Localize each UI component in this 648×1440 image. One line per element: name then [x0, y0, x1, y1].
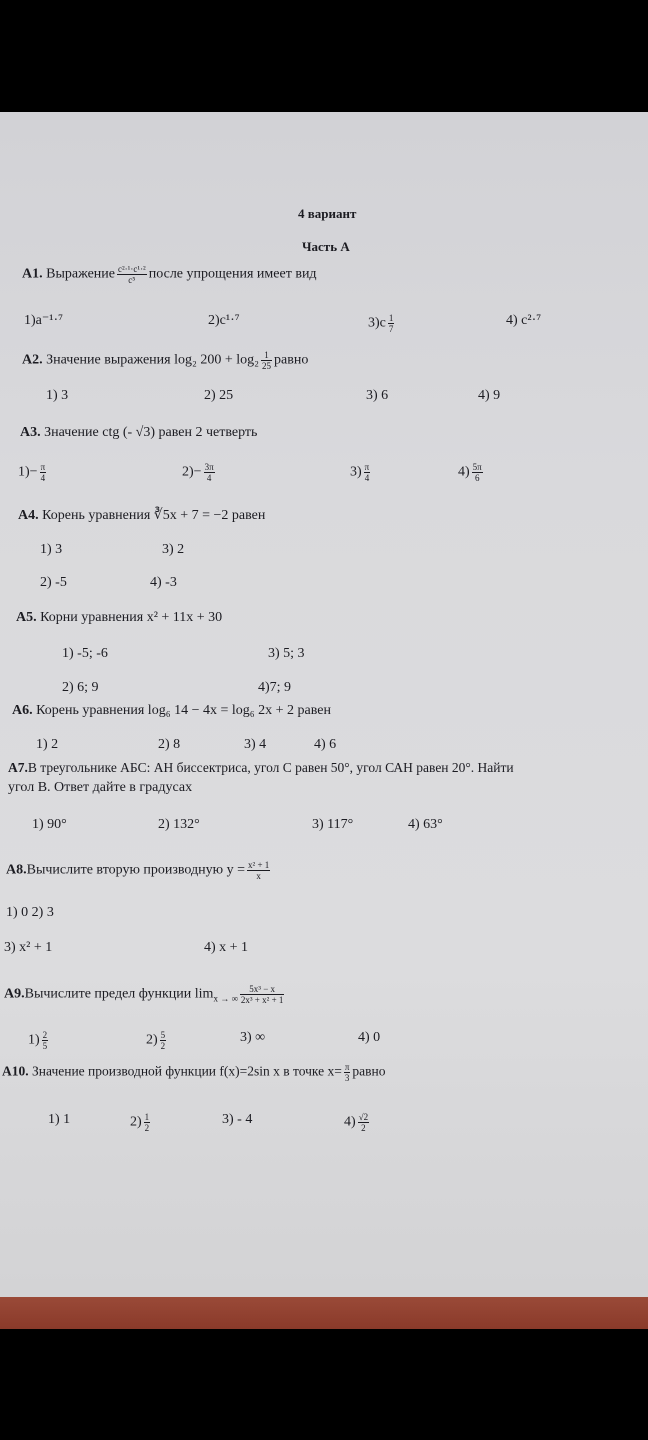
- a6-option-3: 3) 4: [244, 737, 267, 752]
- a2-option-3: 3) 6: [366, 388, 389, 403]
- a8-option-4: 4) x + 1: [204, 940, 249, 955]
- paper-sheet: [0, 112, 648, 1327]
- question-a8: А8.Вычислите вторую производную y = $\frac{\text{x² + 1}}{x}$: [6, 860, 270, 881]
- a7-option-4: 4) 63°: [408, 817, 443, 832]
- a7-option-3: 3) 117°: [312, 817, 354, 832]
- a8-option-3: 3) x² + 1: [4, 940, 53, 955]
- a7-option-1: 1) 90°: [32, 817, 67, 832]
- variant-title: 4 вариант: [298, 206, 357, 221]
- question-a5: А5. Корни уравнения x² + 11x + 30: [16, 610, 223, 625]
- a1-option-3: 3)c $\frac{1}{7}$: [368, 313, 394, 334]
- a5-option-1: 1) -5; -6: [62, 646, 108, 661]
- a4-option-3: 3) 2: [162, 542, 185, 557]
- a4-option-1: 1) 3: [40, 542, 63, 557]
- part-title: Часть А: [302, 239, 350, 254]
- a6-option-2: 2) 8: [158, 737, 181, 752]
- question-a4: А4. Корень уравнения ∛5x + 7 = −2 равен: [18, 508, 266, 523]
- question-a1: А1. Выражение $\frac{\text{c²·¹·c¹·²}}{\text{c⁵}}$ после упрощения имеет вид: [22, 264, 317, 285]
- question-a3: А3. Значение ctg (- √3) равен 2 четверть: [20, 425, 258, 440]
- question-a6: А6. Корень уравнения log₆ 14 − 4x = log₆ 2x + 2 равен: [12, 703, 331, 718]
- a2-option-1: 1) 3: [46, 388, 69, 403]
- a10-option-2: 2) $\frac{1}{2}$: [130, 1112, 150, 1133]
- a5-option-2: 2) 6; 9: [62, 680, 99, 695]
- a3-option-4: 4) $\frac{5\pi}{6}$: [458, 462, 482, 483]
- a3-option-1: 1)− $\frac{\pi}{4}$: [18, 462, 46, 483]
- a9-option-4: 4) 0: [358, 1030, 381, 1045]
- question-a10: А10. Значение производной функции f(x)=2sin x в точке x= $\frac{\pi}{3}$ равно: [2, 1062, 386, 1083]
- a5-option-3: 3) 5; 3: [268, 646, 305, 661]
- a9-option-3: 3) ∞: [240, 1030, 266, 1045]
- table-surface: [0, 1297, 648, 1329]
- a3-option-2: 2)− $\frac{3\pi}{4}$: [182, 462, 214, 483]
- a2-option-2: 2) 25: [204, 388, 234, 403]
- a6-option-4: 4) 6: [314, 737, 337, 752]
- a3-option-3: 3) $\frac{\pi}{4}$: [350, 462, 370, 483]
- a2-option-4: 4) 9: [478, 388, 501, 403]
- a6-option-1: 1) 2: [36, 737, 59, 752]
- a5-option-4: 4)7; 9: [258, 680, 292, 695]
- question-a7: А7.В треугольнике АБС: АН биссектриса, угол С равен 50°, угол САН равен 20°. Найти: [8, 760, 514, 775]
- a7-option-2: 2) 132°: [158, 817, 200, 832]
- a9-option-1: 1) $\frac{2}{5}$: [28, 1030, 48, 1051]
- a1-option-2: 2)c¹·⁷: [208, 313, 240, 328]
- a9-option-2: 2) $\frac{5}{2}$: [146, 1030, 166, 1051]
- a10-option-3: 3) - 4: [222, 1112, 253, 1127]
- a4-option-4: 4) -3: [150, 575, 177, 590]
- a10-option-1: 1) 1: [48, 1112, 71, 1127]
- question-a9: А9.Вычислите предел функции $\lim_{x \to \infty}$ $\frac{\text{5x³ − x}}{\text{2x³ + x² + 1}}$: [4, 984, 284, 1005]
- a1-option-1: 1)a⁻¹·⁷: [24, 313, 64, 328]
- a8-options-1-2: 1) 0 2) 3: [6, 905, 54, 920]
- a1-option-4: 4) c²·⁷: [506, 313, 542, 328]
- a10-option-4: 4) $\frac{√2}{2}$: [344, 1112, 369, 1133]
- question-a2: А2. Значение выражения log₂ 200 + log₂ $\frac{1}{25}$ равно: [22, 350, 309, 371]
- question-a7-line2: угол В. Ответ дайте в градусах: [8, 780, 193, 795]
- a4-option-2: 2) -5: [40, 575, 67, 590]
